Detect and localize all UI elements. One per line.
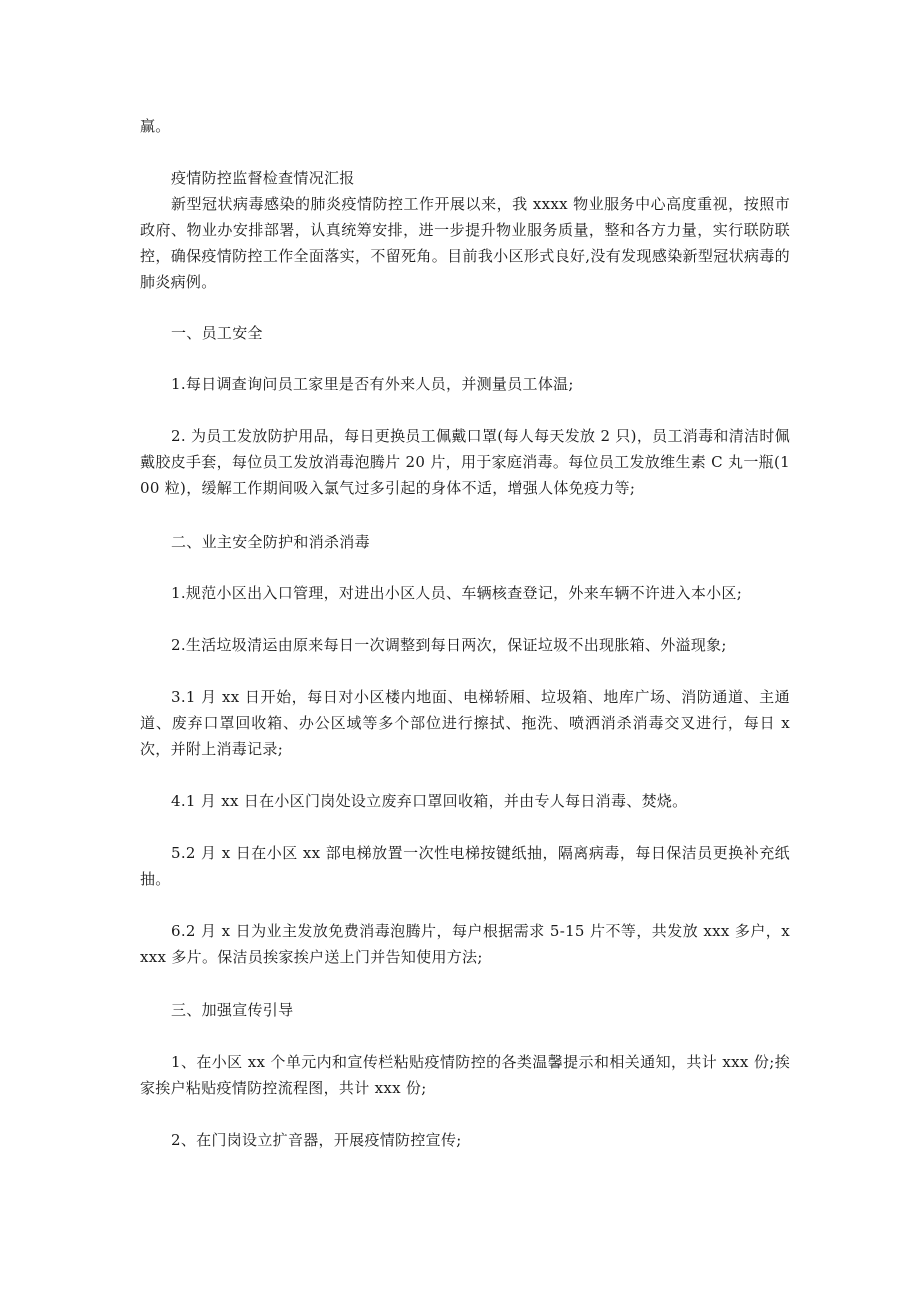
section-heading-employee-safety: 一、员工安全 (171, 324, 263, 342)
section-1-item-2: 2. 为员工发放防护用品，每日更换员工佩戴口罩(每人每天发放 2 只)，员工消毒和清洁时佩戴胶皮手套，每位员工发放消毒泡腾片 20 片，用于家庭消毒。每位员工发放维生素 C 丸一瓶(100 粒)，缓解工作期间吸入氯气过多引起的身体不适，增强人体免疫力等; (140, 427, 790, 497)
section-3-item-2: 2、在门岗设立扩音器，开展疫情防控宣传; (171, 1131, 462, 1149)
opening-fragment: 赢。 (140, 117, 171, 135)
section-heading-owner-protection: 二、业主安全防护和消杀消毒 (171, 533, 370, 551)
section-2-item-6: 6.2 月 x 日为业主发放免费消毒泡腾片，每户根据需求 5-15 片不等，共发放 xxx 多户，xxxx 多片。保洁员挨家挨户送上门并告知使用方法; (140, 922, 790, 966)
section-heading-publicity: 三、加强宣传引导 (171, 1001, 294, 1019)
intro-paragraph: 新型冠状病毒感染的肺炎疫情防控工作开展以来，我 xxxx 物业服务中心高度重视，按照市政府、物业办安排部署，认真统筹安排，进一步提升物业服务质量，整和各方力量，实行联防联控，确保疫情防控工作全面落实，不留死角。目前我小区形式良好,没有发现感染新型冠状病毒的肺炎病例。 (140, 195, 790, 291)
section-2-item-2: 2.生活垃圾清运由原来每日一次调整到每日两次，保证垃圾不出现胀箱、外溢现象; (171, 636, 727, 654)
section-2-item-1: 1.规范小区出入口管理，对进出小区人员、车辆核查登记，外来车辆不许进入本小区; (171, 584, 743, 602)
document-title: 疫情防控监督检查情况汇报 (171, 169, 355, 187)
section-2-item-4: 4.1 月 xx 日在小区门岗处设立废弃口罩回收箱，并由专人每日消毒、焚烧。 (171, 792, 688, 810)
section-1-item-1: 1.每日调查询问员工家里是否有外来人员，并测量员工体温; (171, 375, 574, 393)
section-3-item-1: 1、在小区 xx 个单元内和宣传栏粘贴疫情防控的各类温馨提示和相关通知，共计 xxx 份;挨家挨户粘贴疫情防控流程图，共计 xxx 份; (140, 1053, 790, 1097)
section-2-item-5: 5.2 月 x 日在小区 xx 部电梯放置一次性电梯按键纸抽，隔离病毒，每日保洁员更换补充纸抽。 (140, 844, 790, 888)
section-2-item-3: 3.1 月 xx 日开始，每日对小区楼内地面、电梯轿厢、垃圾箱、地库广场、消防通道、主通道、废弃口罩回收箱、办公区域等多个部位进行擦拭、拖洗、喷洒消杀消毒交叉进行，每日 x 次，并附上消毒记录; (140, 688, 790, 758)
